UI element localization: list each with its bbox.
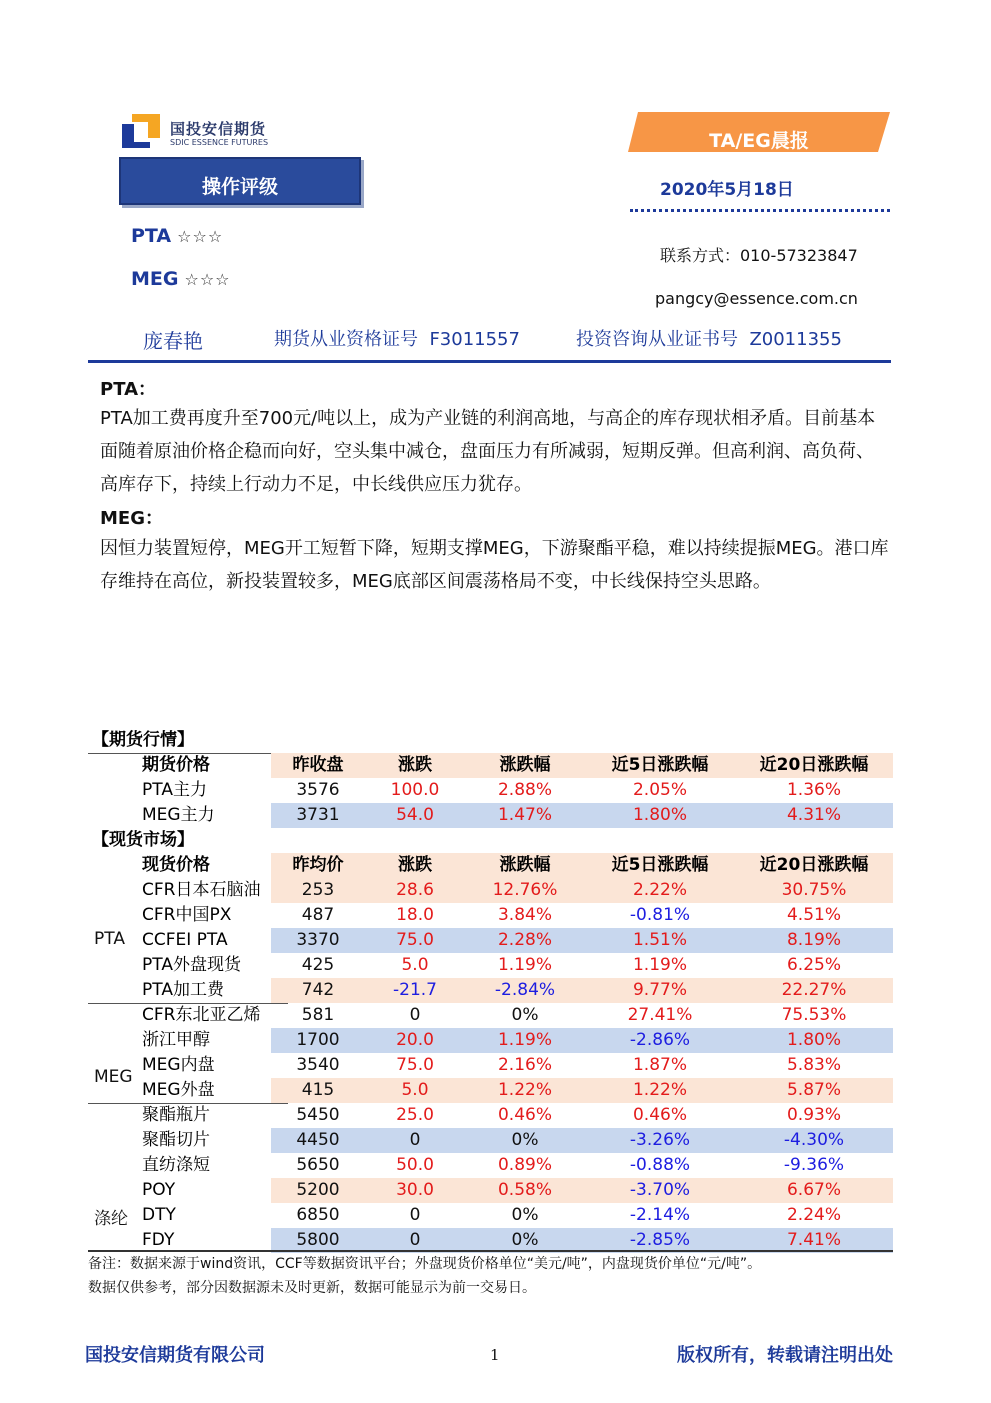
group-label: MEG [94, 1067, 133, 1087]
row-5d-change: 9.77% [632, 980, 687, 1000]
row-name: PTA外盘现货 [142, 955, 241, 975]
row-5d-change: 0.46% [632, 1105, 687, 1125]
row-change: 5.0 [401, 955, 429, 975]
rating-title-box [119, 157, 361, 205]
row-change: -21.7 [393, 980, 437, 1000]
row-price: 3731 [296, 805, 340, 825]
row-change: 18.0 [396, 905, 434, 925]
meg-section-title: MEG： [100, 508, 163, 529]
row-change: 0 [409, 1005, 421, 1025]
row-change: 54.0 [396, 805, 434, 825]
row-5d-change: 1.22% [632, 1080, 687, 1100]
column-header: 现货价格 [142, 855, 210, 875]
row-change: 20.0 [396, 1030, 434, 1050]
row-price: 415 [301, 1080, 335, 1100]
table-row [88, 1153, 893, 1178]
row-20d-change: 6.25% [786, 955, 841, 975]
row-20d-change: 8.19% [786, 930, 841, 950]
table-section-title [88, 828, 893, 853]
row-20d-change: 30.75% [781, 880, 847, 900]
row-change: 0 [409, 1130, 421, 1150]
row-5d-change: 2.05% [632, 780, 687, 800]
section-title-text: 【现货市场】 [92, 830, 194, 850]
row-name: 聚酯瓶片 [142, 1105, 210, 1125]
table-header-row [88, 853, 893, 878]
row-name: 直纺涤短 [142, 1155, 210, 1175]
footer-copyright: 版权所有，转载请注明出处 [677, 1345, 893, 1366]
table-row [88, 1028, 893, 1053]
row-20d-change: 6.67% [786, 1180, 841, 1200]
pta-commentary: PTA加工费再度升至700元/吨以上，成为产业链的利润高地，与高企的库存现状相矛盾。目前基本面随着原油价格企稳而向好，空头集中减仓，盘面压力有所减弱，短期反弹。但高利润、高负荷、高库存下，持续上行动力不足，中长线供应压力犹存。 [100, 408, 876, 495]
row-change-pct: 1.19% [497, 1030, 552, 1050]
report-tag [628, 112, 890, 152]
row-price: 3576 [296, 780, 340, 800]
row-name: POY [142, 1180, 176, 1200]
table-row [88, 953, 893, 978]
row-change-pct: 0.46% [497, 1105, 552, 1125]
row-20d-change: 1.36% [786, 780, 841, 800]
table-header-row [88, 753, 893, 778]
group-label: 涤纶 [94, 1209, 128, 1229]
report-tag-label: TA/EG晨报 [709, 130, 809, 152]
row-name: MEG内盘 [142, 1055, 215, 1075]
row-price: 4450 [296, 1130, 340, 1150]
row-change-pct: 2.28% [497, 930, 552, 950]
row-20d-change: -4.30% [783, 1130, 845, 1150]
row-change: 0 [409, 1205, 421, 1225]
column-header: 涨跌 [398, 855, 432, 875]
table-row [88, 928, 893, 953]
row-20d-change: -9.36% [783, 1155, 845, 1175]
row-change-pct: 12.76% [492, 880, 558, 900]
row-name: MEG主力 [142, 805, 215, 825]
row-5d-change: 1.80% [632, 805, 687, 825]
contact-phone: 联系方式：010-57323847 [660, 246, 858, 265]
table-row [88, 878, 893, 903]
group-divider [88, 1103, 288, 1104]
row-name: MEG外盘 [142, 1080, 215, 1100]
row-price: 3540 [296, 1055, 340, 1075]
row-20d-change: 1.80% [786, 1030, 841, 1050]
table-row [88, 778, 893, 803]
date-divider [630, 209, 890, 212]
row-price: 3370 [296, 930, 340, 950]
row-price: 742 [301, 980, 335, 1000]
data-note-2: 数据仅供参考，部分因数据源未及时更新，数据可能显示为前一交易日。 [88, 1280, 536, 1296]
row-price: 253 [301, 880, 335, 900]
analyst-advisor-cert: 投资咨询从业证书号 Z0011355 [576, 329, 842, 350]
row-price: 5800 [296, 1230, 340, 1250]
row-name: CFR东北亚乙烯 [142, 1005, 261, 1025]
header-divider [88, 360, 891, 363]
logo-cn-text: 国投安信期货 [170, 120, 267, 138]
rating-pta-stars: ☆☆☆ [177, 227, 224, 246]
row-name: FDY [142, 1230, 175, 1250]
analyst-futures-cert: 期货从业资格证号 F3011557 [274, 329, 520, 350]
row-20d-change: 5.87% [786, 1080, 841, 1100]
row-change: 28.6 [396, 880, 434, 900]
column-header: 涨跌幅 [499, 855, 551, 875]
row-5d-change: -2.86% [629, 1030, 691, 1050]
rating-meg-name: MEG [131, 268, 179, 290]
table-row [88, 978, 893, 1003]
row-change-pct: 0% [511, 1130, 539, 1150]
row-change: 75.0 [396, 930, 434, 950]
row-change: 30.0 [396, 1180, 434, 1200]
row-20d-change: 22.27% [781, 980, 847, 1000]
rating-pta-name: PTA [131, 225, 172, 247]
company-logo [120, 112, 320, 152]
row-change-pct: 3.84% [497, 905, 552, 925]
table-row [88, 1128, 893, 1153]
table-row [88, 1003, 893, 1028]
table-row [88, 1078, 893, 1103]
table-section-title [88, 728, 893, 753]
column-header: 近5日涨跌幅 [611, 855, 709, 875]
row-5d-change: -0.81% [629, 905, 691, 925]
row-change-pct: 2.16% [497, 1055, 552, 1075]
row-change-pct: 1.19% [497, 955, 552, 975]
row-5d-change: 1.51% [632, 930, 687, 950]
row-20d-change: 0.93% [786, 1105, 841, 1125]
column-header: 近20日涨跌幅 [759, 755, 869, 775]
row-change-pct: 2.88% [497, 780, 552, 800]
column-header: 近5日涨跌幅 [611, 755, 709, 775]
row-20d-change: 2.24% [786, 1205, 841, 1225]
row-5d-change: 27.41% [627, 1005, 693, 1025]
row-price: 5200 [296, 1180, 340, 1200]
row-5d-change: -3.26% [629, 1130, 691, 1150]
row-change: 75.0 [396, 1055, 434, 1075]
rating-title: 操作评级 [201, 176, 278, 198]
row-price: 6850 [296, 1205, 340, 1225]
row-change: 100.0 [390, 780, 440, 800]
table-row [88, 803, 893, 828]
row-price: 1700 [296, 1030, 340, 1050]
row-20d-change: 4.51% [786, 905, 841, 925]
rating-pta [131, 225, 223, 247]
row-change-pct: 0% [511, 1205, 539, 1225]
row-20d-change: 75.53% [781, 1005, 847, 1025]
contact-email[interactable]: pangcy@essence.com.cn [655, 289, 858, 308]
table-row [88, 1203, 893, 1228]
row-price: 425 [301, 955, 335, 975]
column-header: 期货价格 [142, 755, 210, 775]
footer-company: 国投安信期货有限公司 [85, 1345, 265, 1366]
group-label: PTA [94, 929, 125, 949]
page-number: 1 [490, 1346, 500, 1364]
rating-meg [131, 268, 231, 290]
row-name: 浙江甲醇 [142, 1030, 210, 1050]
pta-section-title: PTA： [100, 379, 157, 400]
row-change: 25.0 [396, 1105, 434, 1125]
column-header: 涨跌幅 [499, 755, 551, 775]
column-header: 近20日涨跌幅 [759, 855, 869, 875]
row-5d-change: -2.14% [629, 1205, 691, 1225]
logo-en-text: SDIC ESSENCE FUTURES [170, 138, 269, 147]
rating-meg-stars: ☆☆☆ [184, 270, 231, 289]
group-divider [88, 1003, 288, 1004]
row-5d-change: -3.70% [629, 1180, 691, 1200]
row-change: 50.0 [396, 1155, 434, 1175]
row-20d-change: 4.31% [786, 805, 841, 825]
row-5d-change: -2.85% [629, 1230, 691, 1250]
row-price: 5450 [296, 1105, 340, 1125]
row-name: PTA加工费 [142, 980, 224, 1000]
row-5d-change: -0.88% [629, 1155, 691, 1175]
row-change-pct: 0.89% [497, 1155, 552, 1175]
row-name: CFR中国PX [142, 905, 232, 925]
row-change-pct: 1.47% [497, 805, 552, 825]
row-change-pct: -2.84% [494, 980, 556, 1000]
meg-commentary: 因恒力装置短停，MEG开工短暂下降，短期支撑MEG，下游聚酯平稳，难以持续提振MEG。港口库存维持在高位，新投装置较多，MEG底部区间震荡格局不变，中长线保持空头思路。 [100, 538, 889, 592]
row-5d-change: 1.87% [632, 1055, 687, 1075]
row-5d-change: 2.22% [632, 880, 687, 900]
row-change-pct: 0% [511, 1230, 539, 1250]
row-20d-change: 5.83% [786, 1055, 841, 1075]
row-name: CFR日本石脑油 [142, 880, 261, 900]
table-row [88, 903, 893, 928]
table-row [88, 1053, 893, 1078]
row-price: 487 [301, 905, 335, 925]
row-name: PTA主力 [142, 780, 207, 800]
row-20d-change: 7.41% [786, 1230, 841, 1250]
column-header: 涨跌 [398, 755, 432, 775]
table-row [88, 1103, 893, 1128]
row-change: 5.0 [401, 1080, 429, 1100]
row-price: 5650 [296, 1155, 340, 1175]
column-header: 昨均价 [292, 855, 344, 875]
row-name: 聚酯切片 [142, 1130, 210, 1150]
row-name: CCFEI PTA [142, 930, 228, 950]
row-change-pct: 1.22% [497, 1080, 552, 1100]
logo-mark-icon [120, 114, 160, 148]
table-row [88, 1178, 893, 1203]
data-note-1: 备注：数据来源于wind资讯，CCF等数据资讯平台；外盘现货价格单位“美元/吨”，内盘现货价单位“元/吨”。 [88, 1256, 762, 1272]
row-name: DTY [142, 1205, 176, 1225]
row-price: 581 [301, 1005, 335, 1025]
row-change-pct: 0.58% [497, 1180, 552, 1200]
row-5d-change: 1.19% [632, 955, 687, 975]
report-date: 2020年5月18日 [660, 180, 794, 200]
section-title-text: 【期货行情】 [92, 730, 194, 750]
row-change-pct: 0% [511, 1005, 539, 1025]
row-change: 0 [409, 1230, 421, 1250]
analyst-name: 庞春艳 [143, 329, 203, 353]
column-header: 昨收盘 [292, 755, 344, 775]
